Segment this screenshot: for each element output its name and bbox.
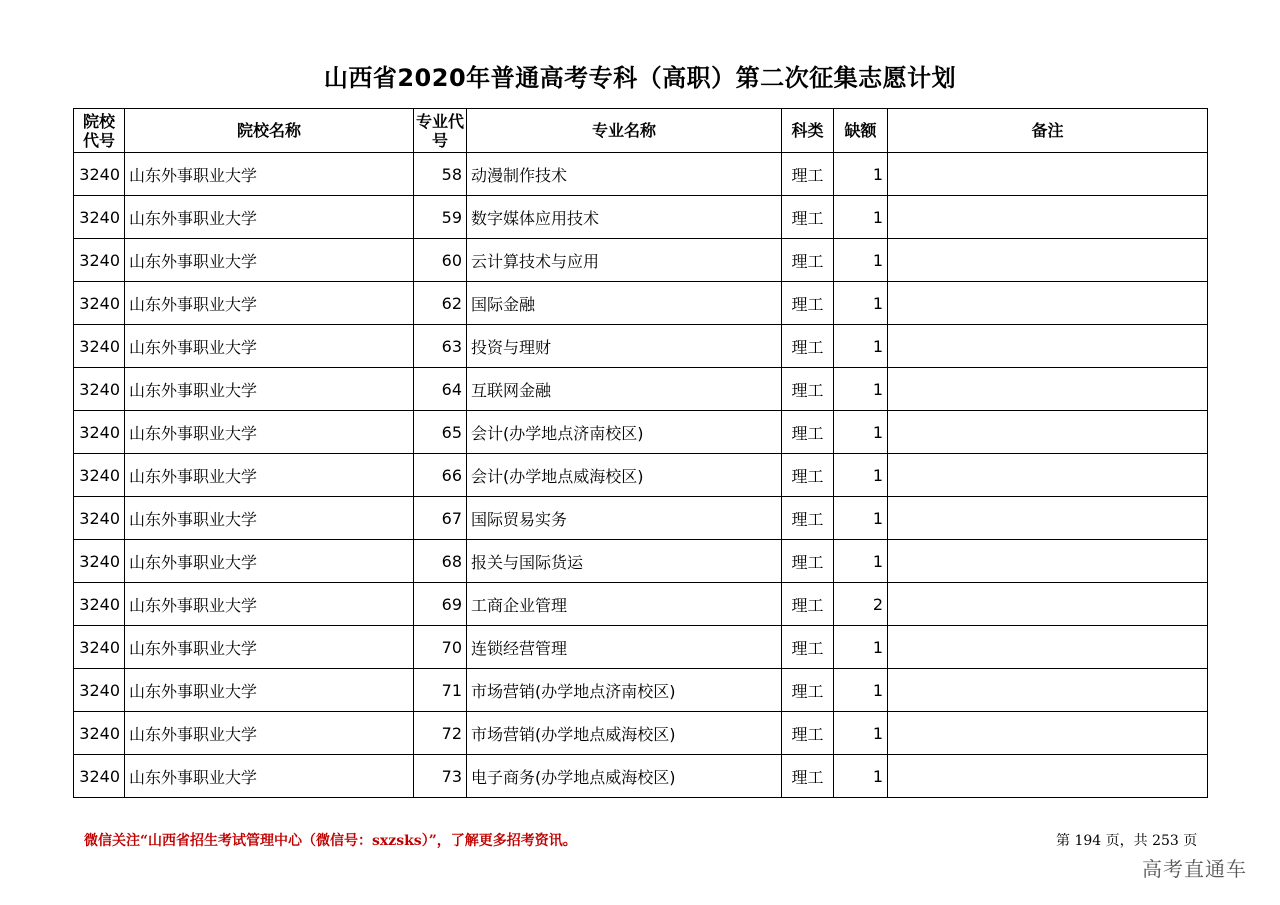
cell-major-code: 72 — [414, 712, 467, 755]
cell-quota: 1 — [834, 411, 888, 454]
table-header-row — [74, 109, 1208, 153]
cell-quota: 1 — [834, 282, 888, 325]
cell-quota: 1 — [834, 540, 888, 583]
cell-school-code: 3240 — [74, 196, 125, 239]
table-row — [74, 755, 1208, 798]
table-row — [74, 626, 1208, 669]
cell-major-name: 国际金融 — [467, 282, 782, 325]
cell-major-name: 数字媒体应用技术 — [467, 196, 782, 239]
cell-category: 理工 — [782, 712, 834, 755]
cell-major-name: 会计(办学地点威海校区) — [467, 454, 782, 497]
cell-quota: 1 — [834, 239, 888, 282]
cell-major-name: 报关与国际货运 — [467, 540, 782, 583]
cell-major-name: 工商企业管理 — [467, 583, 782, 626]
cell-quota: 1 — [834, 454, 888, 497]
cell-major-code: 71 — [414, 669, 467, 712]
header-quota: 缺额 — [834, 109, 888, 153]
cell-major-code: 69 — [414, 583, 467, 626]
cell-school-code: 3240 — [74, 540, 125, 583]
cell-major-code: 73 — [414, 755, 467, 798]
cell-category: 理工 — [782, 755, 834, 798]
cell-category: 理工 — [782, 411, 834, 454]
cell-major-name: 云计算技术与应用 — [467, 239, 782, 282]
table-row — [74, 583, 1208, 626]
cell-category: 理工 — [782, 669, 834, 712]
cell-quota: 1 — [834, 368, 888, 411]
table-row — [74, 368, 1208, 411]
cell-quota: 1 — [834, 497, 888, 540]
cell-school-name: 山东外事职业大学 — [125, 497, 414, 540]
cell-school-name: 山东外事职业大学 — [125, 540, 414, 583]
header-category: 科类 — [782, 109, 834, 153]
cell-major-name: 投资与理财 — [467, 325, 782, 368]
cell-major-code: 68 — [414, 540, 467, 583]
cell-major-code: 60 — [414, 239, 467, 282]
cell-note — [888, 540, 1208, 583]
cell-school-name: 山东外事职业大学 — [125, 454, 414, 497]
wechat-notice: 微信关注“山西省招生考试管理中心（微信号：sxzsks）”，了解更多招考资讯。 — [84, 833, 577, 849]
table-row — [74, 325, 1208, 368]
cell-category: 理工 — [782, 239, 834, 282]
cell-school-name: 山东外事职业大学 — [125, 153, 414, 196]
cell-major-code: 59 — [414, 196, 467, 239]
cell-note — [888, 325, 1208, 368]
cell-school-name: 山东外事职业大学 — [125, 755, 414, 798]
cell-quota: 1 — [834, 153, 888, 196]
cell-major-code: 62 — [414, 282, 467, 325]
cell-note — [888, 368, 1208, 411]
table-row — [74, 669, 1208, 712]
cell-school-name: 山东外事职业大学 — [125, 411, 414, 454]
cell-quota: 1 — [834, 669, 888, 712]
cell-major-name: 市场营销(办学地点济南校区) — [467, 669, 782, 712]
cell-school-code: 3240 — [74, 368, 125, 411]
page-title: 山西省2020年普通高考专科（高职）第二次征集志愿计划 — [323, 64, 957, 92]
cell-category: 理工 — [782, 626, 834, 669]
cell-quota: 1 — [834, 196, 888, 239]
cell-school-name: 山东外事职业大学 — [125, 626, 414, 669]
cell-major-name: 会计(办学地点济南校区) — [467, 411, 782, 454]
cell-major-name: 电子商务(办学地点威海校区) — [467, 755, 782, 798]
cell-major-code: 58 — [414, 153, 467, 196]
cell-major-code: 66 — [414, 454, 467, 497]
table-row — [74, 540, 1208, 583]
cell-note — [888, 153, 1208, 196]
cell-major-name: 连锁经营管理 — [467, 626, 782, 669]
cell-school-name: 山东外事职业大学 — [125, 239, 414, 282]
table-row — [74, 282, 1208, 325]
header-school-code: 院校代号 — [74, 109, 125, 153]
cell-quota: 1 — [834, 755, 888, 798]
cell-quota: 1 — [834, 325, 888, 368]
cell-category: 理工 — [782, 282, 834, 325]
cell-school-name: 山东外事职业大学 — [125, 325, 414, 368]
cell-major-code: 67 — [414, 497, 467, 540]
cell-major-code: 70 — [414, 626, 467, 669]
cell-major-name: 国际贸易实务 — [467, 497, 782, 540]
cell-school-code: 3240 — [74, 282, 125, 325]
cell-school-code: 3240 — [74, 325, 125, 368]
cell-quota: 1 — [834, 712, 888, 755]
cell-school-code: 3240 — [74, 755, 125, 798]
cell-school-name: 山东外事职业大学 — [125, 712, 414, 755]
table-row — [74, 239, 1208, 282]
header-note: 备注 — [888, 109, 1208, 153]
cell-quota: 2 — [834, 583, 888, 626]
cell-category: 理工 — [782, 454, 834, 497]
cell-category: 理工 — [782, 153, 834, 196]
cell-school-name: 山东外事职业大学 — [125, 282, 414, 325]
cell-category: 理工 — [782, 325, 834, 368]
cell-school-code: 3240 — [74, 669, 125, 712]
cell-note — [888, 282, 1208, 325]
cell-school-code: 3240 — [74, 626, 125, 669]
cell-note — [888, 454, 1208, 497]
cell-school-code: 3240 — [74, 454, 125, 497]
cell-school-code: 3240 — [74, 712, 125, 755]
cell-note — [888, 755, 1208, 798]
header-school-name: 院校名称 — [125, 109, 414, 153]
cell-note — [888, 411, 1208, 454]
cell-category: 理工 — [782, 368, 834, 411]
cell-note — [888, 626, 1208, 669]
table-row — [74, 454, 1208, 497]
cell-category: 理工 — [782, 540, 834, 583]
cell-school-code: 3240 — [74, 497, 125, 540]
cell-note — [888, 497, 1208, 540]
cell-quota: 1 — [834, 626, 888, 669]
cell-school-name: 山东外事职业大学 — [125, 368, 414, 411]
header-major-name: 专业名称 — [467, 109, 782, 153]
cell-major-name: 互联网金融 — [467, 368, 782, 411]
cell-school-code: 3240 — [74, 411, 125, 454]
page-indicator: 第 194 页，共 253 页 — [1056, 833, 1198, 849]
cell-school-name: 山东外事职业大学 — [125, 669, 414, 712]
cell-note — [888, 583, 1208, 626]
cell-school-code: 3240 — [74, 153, 125, 196]
cell-major-code: 63 — [414, 325, 467, 368]
cell-note — [888, 712, 1208, 755]
table-row — [74, 712, 1208, 755]
watermark: 高考直通车 — [1142, 857, 1247, 881]
cell-note — [888, 196, 1208, 239]
cell-category: 理工 — [782, 583, 834, 626]
cell-major-name: 市场营销(办学地点威海校区) — [467, 712, 782, 755]
cell-category: 理工 — [782, 497, 834, 540]
cell-major-name: 动漫制作技术 — [467, 153, 782, 196]
cell-note — [888, 239, 1208, 282]
cell-major-code: 64 — [414, 368, 467, 411]
table-row — [74, 497, 1208, 540]
table-row — [74, 153, 1208, 196]
table-row — [74, 411, 1208, 454]
cell-category: 理工 — [782, 196, 834, 239]
plan-table — [73, 108, 1208, 798]
header-major-code: 专业代号 — [414, 109, 467, 153]
table-row — [74, 196, 1208, 239]
cell-note — [888, 669, 1208, 712]
cell-school-name: 山东外事职业大学 — [125, 196, 414, 239]
cell-school-code: 3240 — [74, 239, 125, 282]
cell-school-code: 3240 — [74, 583, 125, 626]
cell-school-name: 山东外事职业大学 — [125, 583, 414, 626]
cell-major-code: 65 — [414, 411, 467, 454]
